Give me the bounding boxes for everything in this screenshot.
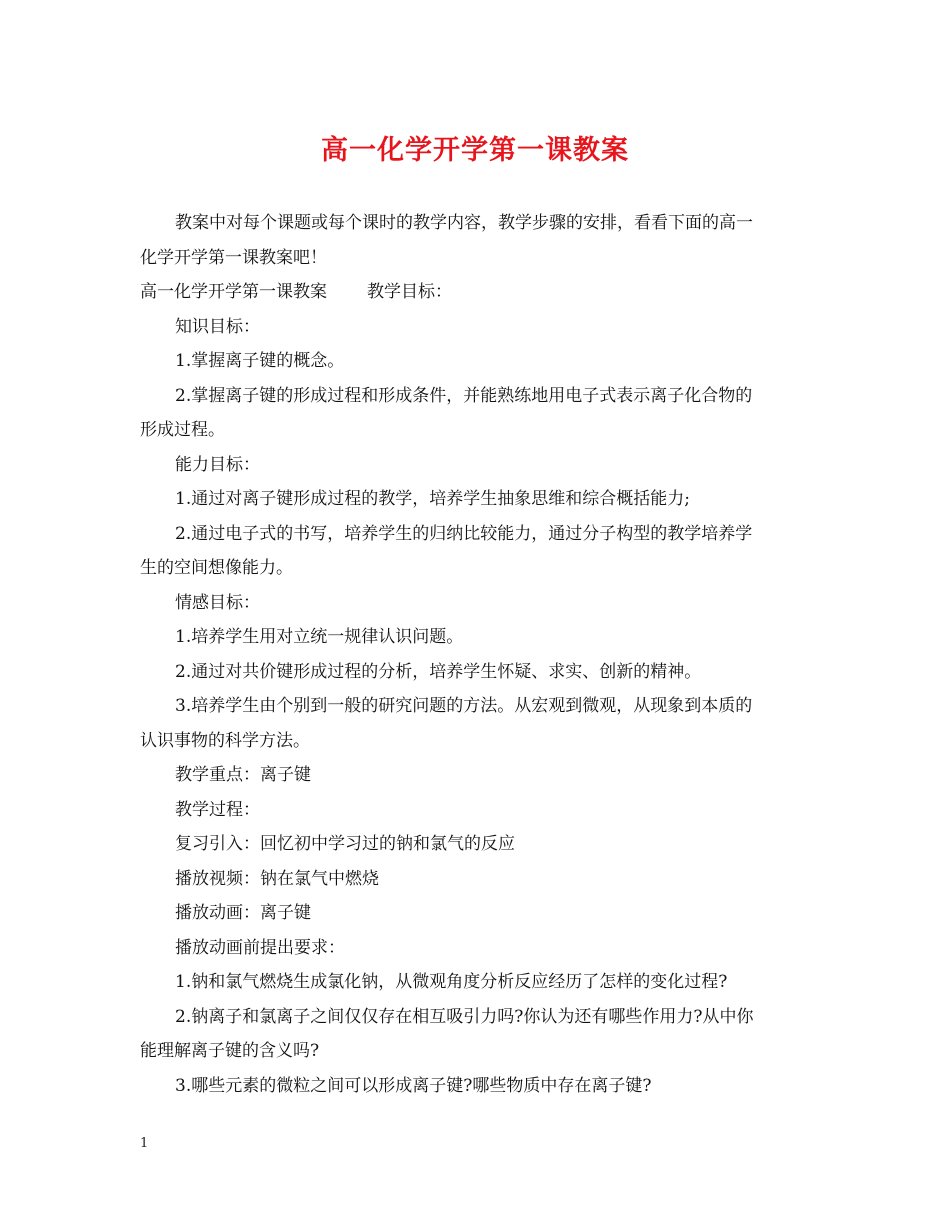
- ability-item-2-line1: 2.通过电子式的书写，培养学生的归纳比较能力，通过分子构型的教学培养学: [175, 523, 753, 544]
- subtitle-right: 教学目标：: [367, 282, 452, 302]
- key-point: 教学重点：离子键: [175, 765, 311, 785]
- requirement-item-2-line2: 能理解离子键的含义吗?: [140, 1041, 320, 1061]
- knowledge-item-1: 1.掌握离子键的概念。: [175, 351, 345, 371]
- page-number: 1: [140, 1136, 149, 1151]
- subtitle-left: 高一化学开学第一课教案: [140, 282, 327, 302]
- document-title: 高一化学开学第一课教案: [321, 135, 629, 166]
- intro-paragraph-line2: 化学开学第一课教案吧！: [140, 247, 327, 268]
- requirement-item-2-line1: 2.钠离子和氯离子之间仅仅存在相互吸引力吗?你认为还有哪些作用力?从中你: [175, 1006, 754, 1027]
- ability-item-2-line2: 生的空间想像能力。: [140, 558, 293, 578]
- emotion-item-1: 1.培养学生用对立统一规律认识问题。: [175, 627, 464, 647]
- process-heading: 教学过程：: [175, 799, 260, 820]
- knowledge-item-2-line2: 形成过程。: [140, 420, 225, 440]
- requirement-item-1: 1.钠和氯气燃烧生成氯化钠，从微观角度分析反应经历了怎样的变化过程?: [175, 972, 728, 992]
- emotion-item-3-line1: 3.培养学生由个别到一般的研究问题的方法。从宏观到微观，从现象到本质的: [175, 696, 753, 716]
- emotion-heading: 情感目标：: [175, 592, 260, 613]
- knowledge-item-2-line1: 2.掌握离子键的形成过程和形成条件，并能熟练地用电子式表示离子化合物的: [175, 385, 753, 406]
- emotion-item-2: 2.通过对共价键形成过程的分析，培养学生怀疑、求实、创新的精神。: [175, 661, 702, 682]
- subtitle-line: [140, 275, 812, 310]
- document-body: [140, 206, 812, 1103]
- requirement-item-3: 3.哪些元素的微粒之间可以形成离子键?哪些物质中存在离子键?: [175, 1075, 652, 1096]
- knowledge-heading: 知识目标：: [175, 316, 260, 337]
- emotion-item-3-line2: 认识事物的科学方法。: [140, 730, 310, 751]
- play-animation: 播放动画：离子键: [175, 903, 311, 923]
- review-intro: 复习引入：回忆初中学习过的钠和氯气的反应: [175, 834, 515, 854]
- play-video: 播放视频：钠在氯气中燃烧: [175, 868, 379, 889]
- intro-paragraph-line1: 教案中对每个课题或每个课时的教学内容，教学步骤的安排，看看下面的高一: [175, 213, 753, 233]
- ability-item-1: 1.通过对离子键形成过程的教学，培养学生抽象思维和综合概括能力;: [175, 489, 690, 509]
- requirements-heading: 播放动画前提出要求：: [175, 937, 345, 958]
- ability-heading: 能力目标：: [175, 454, 260, 475]
